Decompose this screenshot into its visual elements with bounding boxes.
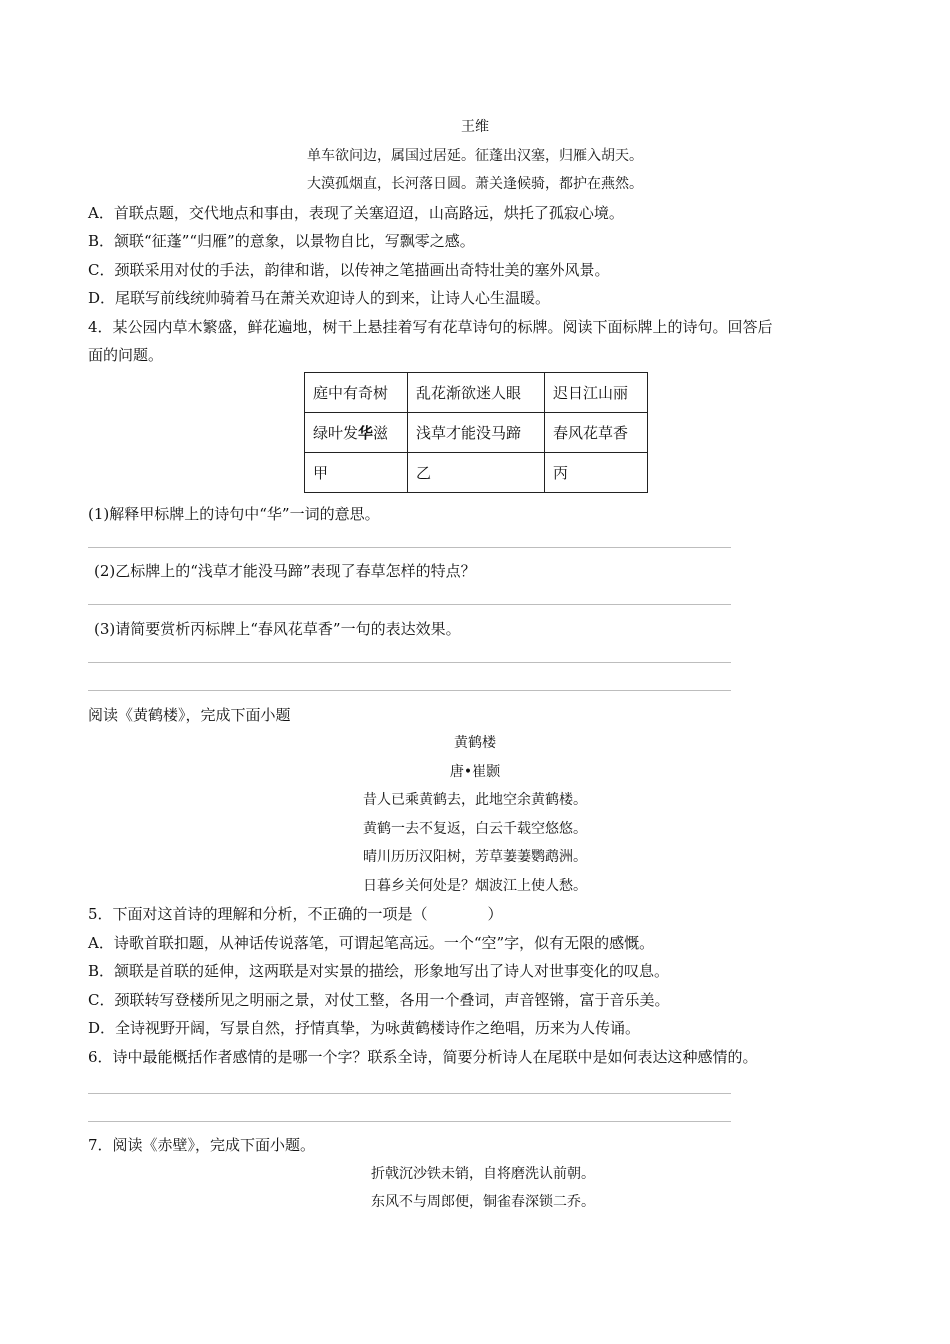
poem2-line-3: 晴川历历汉阳树，芳草萋萋鹦鹉洲。 [363,849,587,865]
answer-line[interactable] [88,1093,731,1094]
q6-stem: 6．诗中最能概括作者感情的是哪一个字？联系全诗，简要分析诗人在尾联中是如何表达这种感情的。 [88,1048,758,1066]
q4-sub1: (1)解释甲标牌上的诗句中“华”一词的意思。 [88,505,380,523]
cell-text: 滋 [373,424,389,442]
q7-stem: 7．阅读《赤壁》，完成下面小题。 [88,1136,316,1154]
q5-option-c: C．颈联转写登楼所见之明丽之景，对仗工整，各用一个叠词，声音铿锵，富于音乐美。 [88,991,670,1009]
q5-option-d: D．全诗视野开阔，写景自然，抒情真挚，为咏黄鹤楼诗作之绝唱，历来为人传诵。 [88,1019,641,1037]
answer-line[interactable] [88,662,731,663]
q3-option-a: A．首联点题，交代地点和事由，表现了关塞迢迢，山高路远，烘托了孤寂心境。 [88,204,624,222]
table-cell: 浅草才能没马蹄 [408,413,545,453]
answer-line[interactable] [88,604,731,605]
answer-line[interactable] [88,547,731,548]
table-cell: 春风花草香 [545,413,648,453]
poem1-author: 王维 [461,119,489,135]
table-cell: 甲 [305,453,408,493]
table-cell: 丙 [545,453,648,493]
table-row [305,373,648,413]
poem3-line-1: 折戟沉沙铁未销，自将磨洗认前朝。 [371,1166,595,1182]
q5-stem: 5．下面对这首诗的理解和分析，不正确的一项是（ ） [88,905,503,923]
q3-option-d: D．尾联写前线统帅骑着马在萧关欢迎诗人的到来，让诗人心生温暖。 [88,289,551,307]
table-cell: 乱花渐欲迷人眼 [408,373,545,413]
answer-line[interactable] [88,690,731,691]
q4-sub2: (2)乙标牌上的“浅草才能没马蹄”表现了春草怎样的特点？ [94,562,476,580]
poem2-line-1: 昔人已乘黄鹤去，此地空余黄鹤楼。 [363,792,587,808]
q4-sub3: (3)请简要赏析丙标牌上“春风花草香”一句的表达效果。 [94,620,461,638]
q4-stem-line1: 4．某公园内草木繁盛，鲜花遍地，树干上悬挂着写有花草诗句的标牌。阅读下面标牌上的诗句。回答后 [88,318,773,336]
table-cell: 庭中有奇树 [305,373,408,413]
q4-stem-line2: 面的问题。 [88,346,164,364]
table-cell [305,413,408,453]
poem2-line-4: 日暮乡关何处是？烟波江上使人愁。 [363,878,587,894]
section2-intro: 阅读《黄鹤楼》，完成下面小题 [88,706,291,724]
q5-option-a: A．诗歌首联扣题，从神话传说落笔，可谓起笔高远。一个“空”字，似有无限的感慨。 [88,934,655,952]
table-row [305,453,648,493]
poem2-title: 黄鹤楼 [454,735,496,751]
poem2-line-2: 黄鹤一去不复返，白云千载空悠悠。 [363,821,587,837]
table-row [305,413,648,453]
poem1-line-2: 大漠孤烟直，长河落日圆。萧关逢候骑，都护在燕然。 [307,176,643,192]
q5-option-b: B．颔联是首联的延伸，这两联是对实景的描绘，形象地写出了诗人对世事变化的叹息。 [88,962,670,980]
poem-signs-table [304,372,648,493]
cell-text: 绿叶发 [313,424,359,442]
table-cell: 乙 [408,453,545,493]
poem3-line-2: 东风不与周郎便，铜雀春深锁二乔。 [371,1194,595,1210]
q3-option-b: B．颔联“征蓬”“归雁”的意象，以景物自比，写飘零之感。 [88,232,475,250]
q3-option-c: C．颈联采用对仗的手法，韵律和谐，以传神之笔描画出奇特壮美的塞外风景。 [88,261,610,279]
poem1-line-1: 单车欲问边，属国过居延。征蓬出汉塞，归雁入胡天。 [307,148,643,164]
poem2-author: 唐•崔颢 [449,764,501,780]
answer-line[interactable] [88,1121,731,1122]
table-cell: 迟日江山丽 [545,373,648,413]
bold-char: 华 [358,424,374,442]
